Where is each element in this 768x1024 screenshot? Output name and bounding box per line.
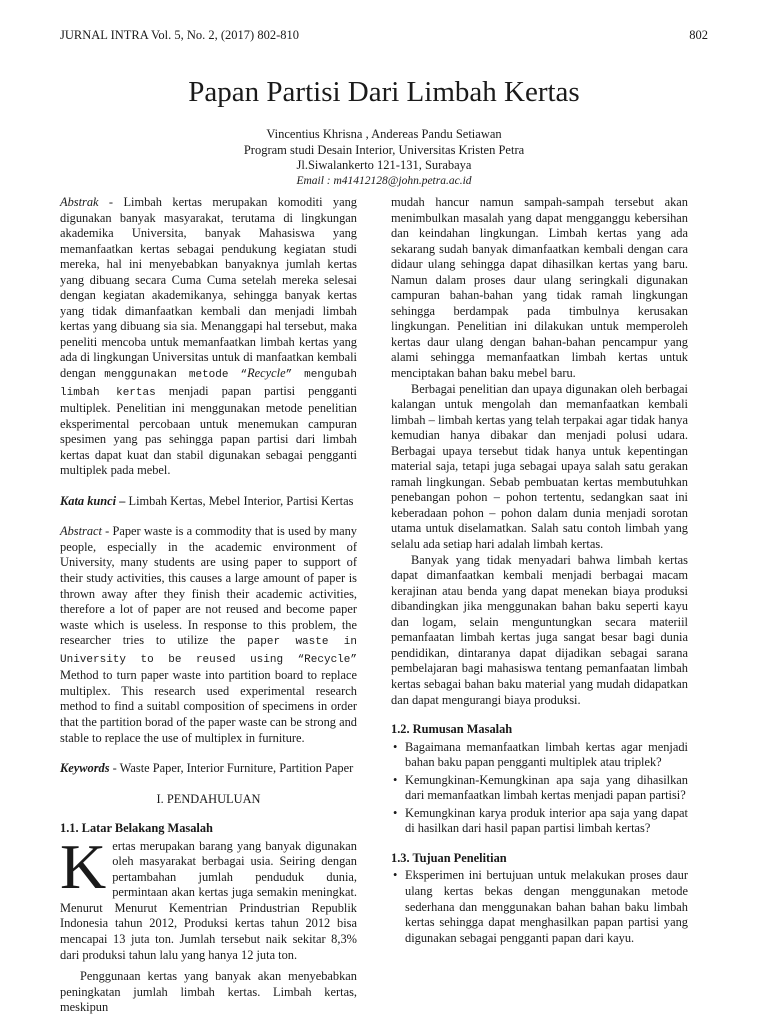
abstrak-text-2: menjadi papan partisi pengganti multiplek. Penelitian ini menggunakan metode penelitian eksperimental percobaan untuk menemukan campuran spesimen yang pas sehingga papan partisi dari limbah kertas dapat kuat dan stabil digunakan sebagai pengganti multiplek pada mebel. bbox=[60, 383, 357, 478]
kata-kunci-text: Limbah Kertas, Mebel Interior, Partisi Kertas bbox=[125, 493, 354, 508]
section-title-pendahuluan: I. PENDAHULUAN bbox=[156, 791, 261, 806]
subheading-tujuan-penelitian: 1.3. Tujuan Penelitian bbox=[391, 850, 507, 865]
abstrak-recycle: Recycle bbox=[247, 366, 286, 381]
kata-kunci-paragraph bbox=[60, 494, 357, 510]
continuation-paragraph: mudah hancur namun sampah-sampah tersebut akan menimbulkan masalah yang dapat mengganggu kebersihan dan keindahan lingkungan. Limbah kertas yang ada sekarang sudah banyak dimanfaatkan kembali dengan cara didaur ulang sehingga dapat dihasilkan kertas yang baru. Namun dalam proses daur ulang seringkali digunakan campuran bahan-bahan yang tidak ramah lingkungan sehingga berdampak pada timbulnya kerusakan lingkungan. Penelitian ini dilakukan untuk memperoleh kertas daur ulang dengan bahan-bahan pencampur yang alami sehingga memanfaatkan limbah kertas untuk menciptakan bahan baku mebel baru. bbox=[391, 195, 688, 381]
kata-kunci-label: Kata kunci – bbox=[60, 493, 126, 508]
abstract-text-2: Method to turn paper waste into partition board to replace multiplex. This research used experimental research method to find a suitabl composition of specimens in order that the partition borad of the paper waste can be strong and stable to replace the use of multiplex in furniture. bbox=[60, 668, 357, 745]
intro-paragraph-1 bbox=[60, 830, 357, 963]
drop-cap-letter: K bbox=[60, 830, 107, 902]
list-item: • Kemungkinan karya produk interior apa saja yang dapat di hasilkan dari hasil papan partisi limbah kertas? bbox=[391, 806, 688, 837]
intro-text-1: ertas merupakan barang yang banyak digunakan oleh masyarakat berbagai usia. Seiring dengan pertambahan jumlah penduduk dunia, permintaan akan kertas juga semakin meningkat. Menurut Menurut Kementrian Prindustrian Republik Indonesia tahun 2012, Produksi kertas tahun 2012 bisa mencapai 13 juta ton. Jumlah tersebut naik sekitar 8,3% dari produksi tahun lalu yang hanya 12 juta ton. bbox=[60, 838, 357, 962]
list-item: • Kemungkinan-Kemungkinan apa saja yang dihasilkan dari memanfaatkan limbah kertas menjadi papan partisi? bbox=[391, 773, 688, 804]
subheading-rumusan-masalah: 1.2. Rumusan Masalah bbox=[391, 722, 513, 737]
abstract-paragraph bbox=[60, 524, 357, 746]
abstrak-paragraph bbox=[60, 195, 357, 479]
keywords-text: - Waste Paper, Interior Furniture, Partition Paper bbox=[109, 761, 354, 776]
list-item: • Bagaimana memanfaatkan limbah kertas agar menjadi bahan baku papan pengganti multiplek atau triplek? bbox=[391, 740, 688, 771]
subheading-latar-belakang: 1.1. Latar Belakang Masalah bbox=[60, 821, 213, 836]
tujuan-list bbox=[391, 868, 688, 946]
list-item: • Eksperimen ini bertujuan untuk melakukan proses daur ulang kertas bekas dengan menggunakan metode sederhana dan menggunakan bahan bahan baku limbah kertas sehingga dapat menghasilkan papan partisi yang digunakan sebagai pengganti papan dari kayu. bbox=[391, 868, 688, 946]
page-number: 802 bbox=[689, 28, 708, 42]
abstrak-mono-2: ” mengubah limbah kertas bbox=[60, 369, 357, 399]
abstrak-mono-1: menggunakan metode “ bbox=[104, 369, 248, 382]
author-program: Program studi Desain Interior, Universitas Kristen Petra bbox=[243, 142, 525, 157]
keywords-label: Keywords bbox=[60, 761, 110, 776]
abstrak-label: Abstrak bbox=[60, 195, 99, 209]
background-paragraph-3: Banyak yang tidak menyadari bahwa limbah kertas dapat dimanfaatkan kembali menjadi berbagai macam kerajinan atau benda yang dapat menekan biaya produksi dibandingkan jika menggunakan bahan baku seperti kayu dan logam, selain menguntungkan secara materiil pemanfaatan limbah kertas juga sangat besar bagi dunia pendidikan, dintaranya dapat dijadikan sebagai sarana pembelajaran bagi mahasiswa tentang pemanfaatan limbah kertas sebagai bahan baku material yang mudah didapatkan dan dapat mengurangi biaya produksi. bbox=[391, 552, 688, 707]
author-names: Vincentius Khrisna , Andereas Pandu Setiawan bbox=[266, 127, 502, 141]
right-column bbox=[391, 195, 688, 960]
journal-header: JURNAL INTRA Vol. 5, No. 2, (2017) 802-810 bbox=[60, 28, 300, 42]
abstract-text-1: - Paper waste is a commodity that is used by many people, especially in the academic environment of University, many students are using paper to support of their study activities, this causes a large amount of paper is thrown away after they finish their academic activities, therefore a lot of paper are not reused and become paper waste which is useless. In response to this problem, the researcher tries to utilize the bbox=[60, 524, 357, 648]
author-email: Email : m41412128@john.petra.ac.id bbox=[296, 174, 472, 187]
intro-paragraph-2: Penggunaan kertas yang banyak akan menyebabkan peningkatan jumlah limbah kertas. Limbah kertas, meskipun bbox=[60, 969, 357, 1015]
author-block bbox=[0, 127, 768, 189]
abstract-mono: paper waste in University to be reused using “Recycle” bbox=[60, 636, 357, 666]
abstrak-text-1: - Limbah kertas merupakan komoditi yang digunakan banyak masyarakat, terutama di lingkungan akademika Universita, banyak Mahasiswa yang memanfaatkan kertas sebagai pendukung kegiatan studi mereka, hal ini menyebabkan banyaknya jumlah kertas yang dibuang secara Cuma Cuma setelah mereka selesai dengan kegiatan akademikanya, sehingga banyak kertas yang tidak dimanfaatkan kembali dan menjadi limbah kertas yang dibuang sia sia. Menanggapi hal tersebut, maka peneliti mencoba untuk memanfaatkan limbah kertas yang ada di lingkungan Universitas untuk di manfaatkan kembali dengan bbox=[60, 195, 357, 381]
author-address: Jl.Siwalankerto 121-131, Surabaya bbox=[296, 158, 472, 172]
rumusan-list bbox=[391, 740, 688, 837]
keywords-paragraph bbox=[60, 761, 357, 777]
abstract-label: Abstract bbox=[60, 524, 102, 539]
background-paragraph-2: Berbagai penelitian dan upaya digunakan oleh berbagai kalangan untuk mengolah dan memanfaatkan kembali limbah – limbah kertas yang telah terpakai agar tidak hanya kemudian hanya dibakar dan menjadi polusi udara. Berbagai upaya tersebut tidak hanya untuk kepentingan material saja, tetapi juga sebagai upaya salah satu gerakan ramah lingkungan. Sebab pembuatan kertas membutuhkan penebangan pohon – pohon tertentu, sedangkan saat ini keberadaan pohon – pohon dalam dunia menjadi sorotan utama untuk diselamatkan. Salah satu contoh limbah yang selalu ada setiap hari adalah limbah kertas. bbox=[391, 381, 688, 552]
left-column bbox=[60, 195, 357, 1016]
paper-title: Papan Partisi Dari Limbah Kertas bbox=[188, 76, 580, 108]
